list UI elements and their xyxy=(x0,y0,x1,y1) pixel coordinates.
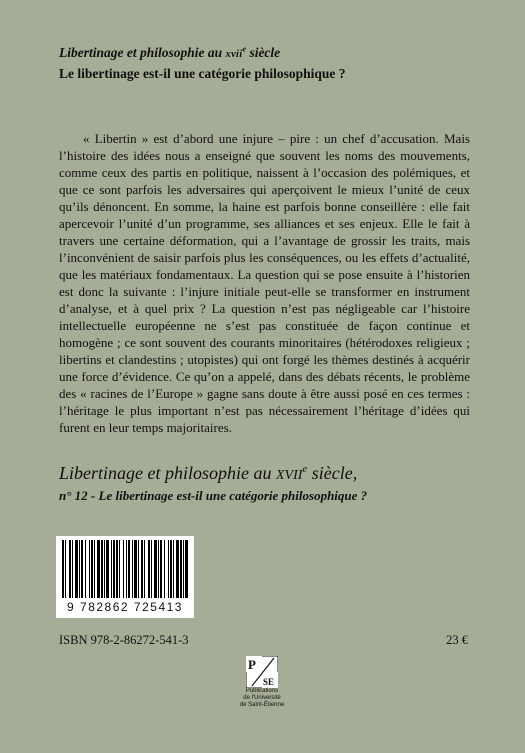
footer-series-century-sup: e xyxy=(302,463,308,475)
barcode xyxy=(56,536,194,618)
footer-series-title-post: siècle, xyxy=(307,463,358,483)
publisher-line-3: de Saint-Étienne xyxy=(239,702,285,708)
publisher-mark-se: SE xyxy=(263,677,275,687)
publisher-mark-icon xyxy=(246,656,278,688)
footer-series-title xyxy=(59,463,357,484)
barcode-bars-icon xyxy=(60,540,190,600)
publisher-line-2: de l'Université xyxy=(243,695,281,701)
top-series-century-sup: e xyxy=(242,44,247,54)
publisher-name xyxy=(234,688,290,709)
footer-series-century: XVII xyxy=(275,468,303,483)
top-series-title-post: siècle xyxy=(246,45,281,60)
publisher-mark-p: P xyxy=(248,657,256,672)
isbn: ISBN 978-2-86272-541-3 xyxy=(59,633,189,647)
footer-issue-line: n° 12 - Le libertinage est-il une catégorie philosophique ? xyxy=(59,488,368,503)
top-series-title-pre: Libertinage et philosophie au xyxy=(59,45,226,60)
footer-series-title-pre: Libertinage et philosophie au xyxy=(59,463,276,483)
publisher-logo xyxy=(234,656,290,716)
top-series-century: xvii xyxy=(225,49,243,60)
top-subtitle: Le libertinage est-il une catégorie philosophique ? xyxy=(59,66,346,81)
top-series-title xyxy=(59,45,280,61)
publisher-line-1: Publications xyxy=(245,688,279,694)
barcode-digits: 9 782862 725413 xyxy=(67,600,183,614)
body-paragraph: « Libertin » est d’abord une injure – pire : un chef d’accusation. Mais l’histoire des idées nous a enseigné que souvent les noms des mouvements, comme ceux des partis en politique, naissent à l’occasion des polémiques, et que ce sont parfois les adversaires qui aperçoivent le mieux l’unité de ceux qu’ils dénoncent. En somme, la haine est parfois bonne conseillère : elle fait apercevoir l’unité d’un programme, ses alliances et ses enjeux. Elle le fait à travers une certaine déformation, qui a l’avantage de grossir les traits, mais l’inconvénient de saisir parfois plus les conséquences, ou les effets d’actualité, que les matériaux fondamentaux. La question qui se pose ensuite à l’historien est donc la suivante : l’injure initiale peut-elle se transformer en instrument d’analyse, et à quel prix ? La question n’est pas négligeable car l’histoire intellectuelle européenne ne s’est pas constituée de façon continue et homogène ; ce sont souvent des courants minoritaires (hétérodoxes religieux ; libertins et clandestins ; utopistes) qui ont forgé les thèmes destinés à acquérir une force d’évidence. Ce qu’on a appelé, dans des débats récents, le problème des « racines de l’Europe » gagne sans doute à être aussi posé en ces termes : l’héritage le plus important n’est pas nécessairement l’héritage d’idées qui furent en leur temps majoritaires. xyxy=(59,131,470,435)
price: 23 € xyxy=(446,633,468,647)
